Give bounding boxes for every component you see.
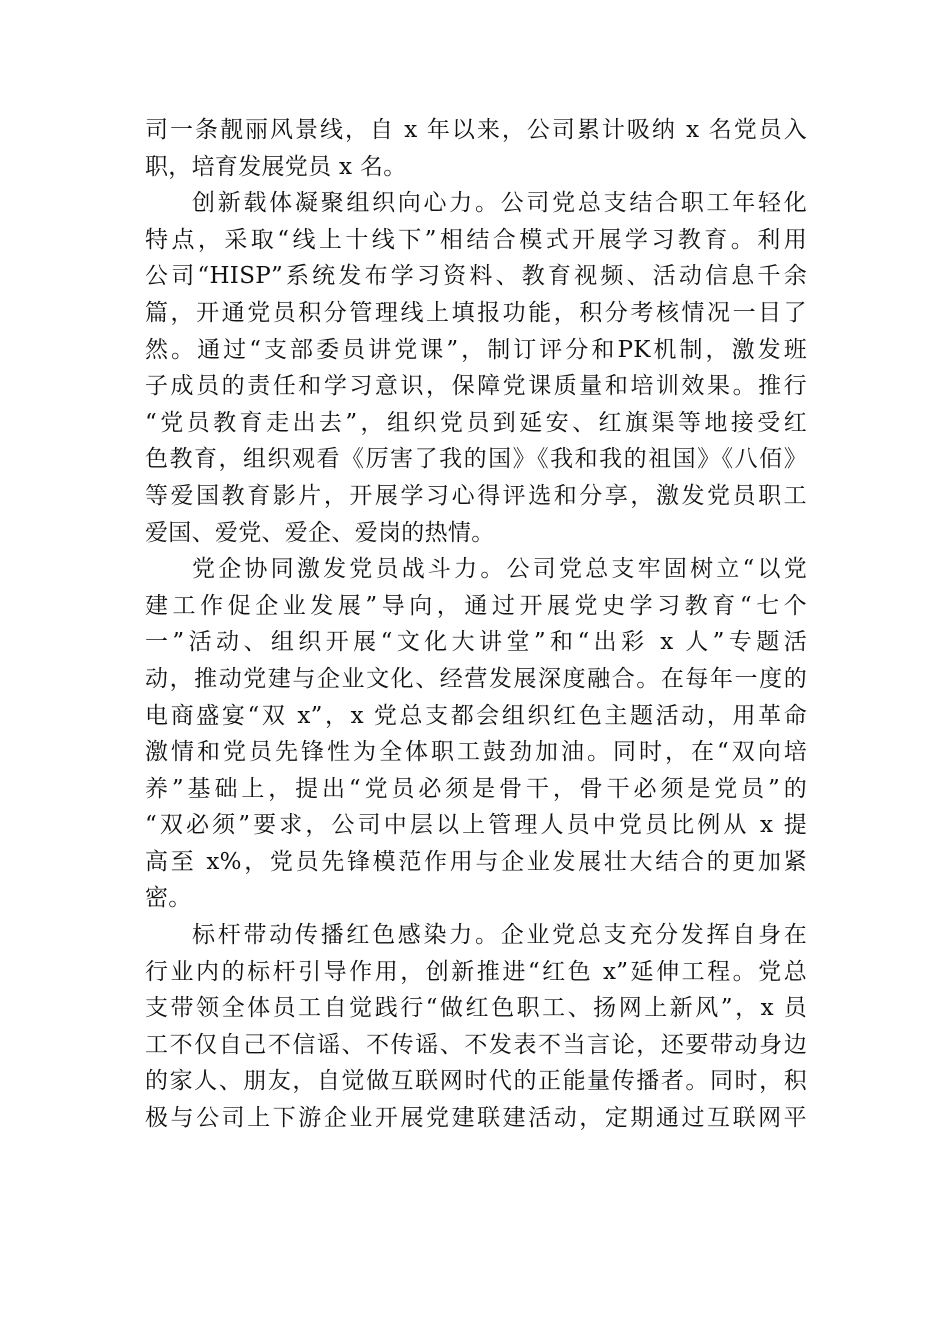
text-line: 电商盛宴“双 x”，x 党总支都会组织红色主题活动，用革命	[145, 702, 807, 729]
text-line: 的家人、朋友，自觉做互联网时代的正能量传播者。同时，积	[145, 1068, 807, 1095]
text-line: 建工作促企业发展”导向，通过开展党史学习教育“七个	[145, 592, 807, 619]
text-line: “双必须”要求，公司中层以上管理人员中党员比例从 x 提	[145, 812, 807, 839]
text-line: 党企协同激发党员战斗力。公司党总支牢固树立“以党	[192, 556, 807, 583]
text-line: 司一条靓丽风景线，自 x 年以来，公司累计吸纳 x 名党员入	[145, 117, 807, 143]
text-line: 高至 x%，党员先锋模范作用与企业发展壮大结合的更加紧	[145, 848, 807, 875]
document-body	[145, 112, 807, 1137]
text-line: 子成员的责任和学习意识，保障党课质量和培训效果。推行	[145, 373, 807, 400]
text-line: 篇，开通党员积分管理线上填报功能，积分考核情况一目了	[145, 299, 807, 326]
paragraph	[145, 185, 807, 551]
text-line: 职，培育发展党员 x 名。	[145, 153, 407, 180]
text-line: 特点，采取“线上十线下”相结合模式开展学习教育。利用	[145, 226, 807, 253]
text-line: 养”基础上，提出“党员必须是骨干，骨干必须是党员”的	[145, 775, 807, 802]
text-line: 公司“HISP”系统发布学习资料、教育视频、活动信息千余	[145, 263, 807, 290]
text-line: 一”活动、组织开展“文化大讲堂”和“出彩 x 人”专题活	[145, 629, 807, 656]
text-line: 密。	[145, 885, 192, 912]
text-line: 激情和党员先锋性为全体职工鼓劲加油。同时，在“双向培	[145, 739, 807, 766]
text-line: 标杆带动传播红色感染力。企业党总支充分发挥自身在	[192, 922, 807, 949]
text-line: 动，推动党建与企业文化、经营发展深度融合。在每年一度的	[145, 665, 807, 692]
text-line: “党员教育走出去”，组织党员到延安、红旗渠等地接受红	[145, 409, 807, 436]
text-line: 然。通过“支部委员讲党课”，制订评分和PK机制，激发班	[145, 336, 807, 363]
text-line: 极与公司上下游企业开展党建联建活动，定期通过互联网平	[145, 1105, 807, 1132]
text-line: 工不仅自己不信谣、不传谣、不发表不当言论，还要带动身边	[145, 1031, 807, 1058]
text-line: 支带领全体员工自觉践行“做红色职工、扬网上新风”，x 员	[145, 995, 807, 1022]
text-line: 创新载体凝聚组织向心力。公司党总支结合职工年轻化	[192, 190, 807, 217]
paragraph	[145, 112, 807, 185]
paragraph	[145, 551, 807, 917]
text-line: 等爱国教育影片，开展学习心得评选和分享，激发党员职工	[145, 482, 807, 509]
text-line: 爱国、爱党、爱企、爱岗的热情。	[145, 519, 495, 546]
text-line: 行业内的标杆引导作用，创新推进“红色 x”延伸工程。党总	[145, 958, 807, 985]
paragraph	[145, 917, 807, 1137]
text-line: 色教育，组织观看《厉害了我的国》《我和我的祖国》《八佰》	[145, 446, 807, 473]
